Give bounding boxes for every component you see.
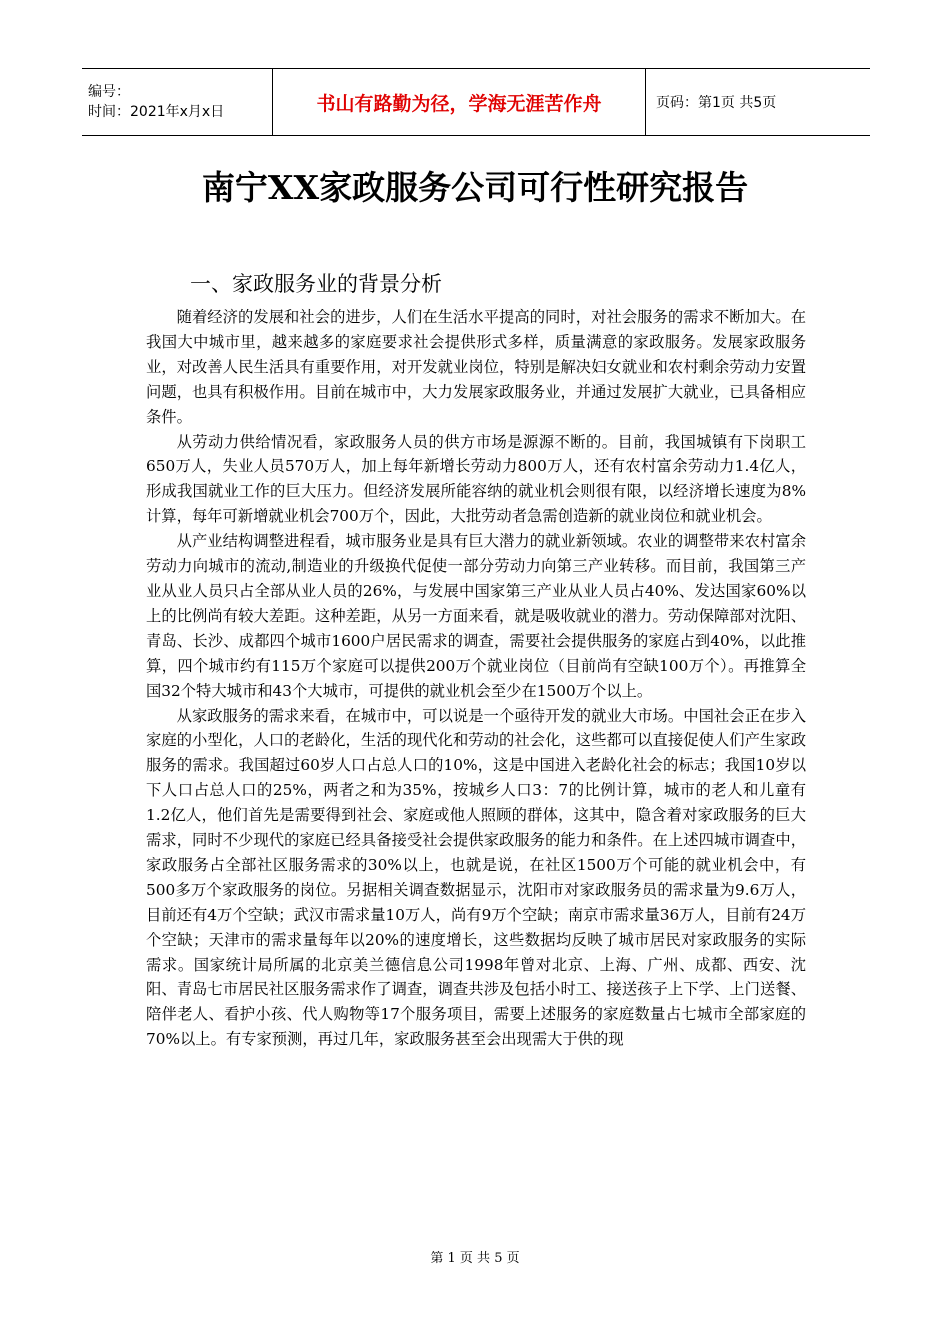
document-time-label: 时间：2021年x月x日 [88,104,225,120]
header-page-number: 页码：第1页 共5页 [656,95,777,111]
document-number-label: 编号： [88,84,130,100]
body-paragraph: 从家政服务的需求来看，在城市中，可以说是一个亟待开发的就业大市场。中国社会正在步入家庭的小型化，人口的老龄化，生活的现代化和劳动的社会化，这些都可以直接促使人们产生家政服务的需求。我国超过60岁人口占总人口的10%，这是中国进入老龄化社会的标志；我国10岁以下人口占总人口的25%，两者之和为35%，按城乡人口3：7的比例计算，城市的老人和儿童有1.2亿人，他们首先是需要得到社会、家庭或他人照顾的群体，这其中，隐含着对家政服务的巨大需求，同时不少现代的家庭已经具备接受社会提供家政服务的能力和条件。在上述四城市调查中，家政服务占全部社区服务需求的30%以上，也就是说，在社区1500万个可能的就业机会中，有500多万个家政服务的岗位。另据相关调查数据显示，沈阳市对家政服务员的需求量为9.6万人，目前还有4万个空缺；武汉市需求量10万人，尚有9万个空缺；南京市需求量36万人，目前有24万个空缺；天津市的需求量每年以20%的速度增长，这些数据均反映了城市居民对家政服务的实际需求。国家统计局所属的北京美兰德信息公司1998年曾对北京、上海、广州、成都、西安、沈阳、青岛七市居民社区服务需求作了调查，调查共涉及包括小时工、接送孩子上下学、上门送餐、陪伴老人、看护小孩、代人购物等17个服务项目，需要上述服务的家庭数量占七城市全部家庭的70%以上。有专家预测，再过几年，家政服务甚至会出现需大于供的现 [146,706,806,1049]
body-paragraph: 从产业结构调整进程看，城市服务业是具有巨大潜力的就业新领域。农业的调整带来农村富余劳动力向城市的流动,制造业的升级换代促使一部分劳动力向第三产业转移。而目前，我国第三产业从业人员只占全部从业人员的26%，与发展中国家第三产业从业人员占40%、发达国家60%以上的比例尚有较大差距。这种差距，从另一方面来看，就是吸收就业的潜力。劳动保障部对沈阳、青岛、长沙、成都四个城市1600户居民需求的调查，需要社会提供服务的家庭占到40%，以此推算，四个城市约有115万个家庭可以提供200万个就业岗位（目前尚有空缺100万个）。再推算全国32个特大城市和43个大城市，可提供的就业机会至少在1500万个以上。 [146,532,806,700]
body-paragraph: 从劳动力供给情况看，家政服务人员的供方市场是源源不断的。目前，我国城镇有下岗职工650万人，失业人员570万人，加上每年新增长劳动力800万人，还有农村富余劳动力1.4亿人，形成我国就业工作的巨大压力。但经济发展所能容纳的就业机会则很有限，以经济增长速度为8%计算，每年可新增就业机会700万个，因此，大批劳动者急需创造新的就业岗位和就业机会。 [146,432,806,526]
section-heading: 一、家政服务业的背景分析 [190,272,442,296]
page-footer: 第 1 页 共 5 页 [430,1251,520,1266]
header-meta [82,69,273,135]
page-header [82,68,870,136]
header-slogan: 书山有路勤为径，学海无涯苦作舟 [273,69,646,135]
document-title: 南宁XX家政服务公司可行性研究报告 [201,168,749,207]
body-paragraph: 随着经济的发展和社会的进步，人们在生活水平提高的同时，对社会服务的需求不断加大。在我国大中城市里，越来越多的家庭要求社会提供形式多样，质量满意的家政服务。发展家政服务业，对改善人民生活具有重要作用，对开发就业岗位，特别是解决妇女就业和农村剩余劳动力安置问题，也具有积极作用。目前在城市中，大力发展家政服务业，并通过发展扩大就业，已具备相应条件。 [146,308,806,426]
document-body [146,305,806,1052]
